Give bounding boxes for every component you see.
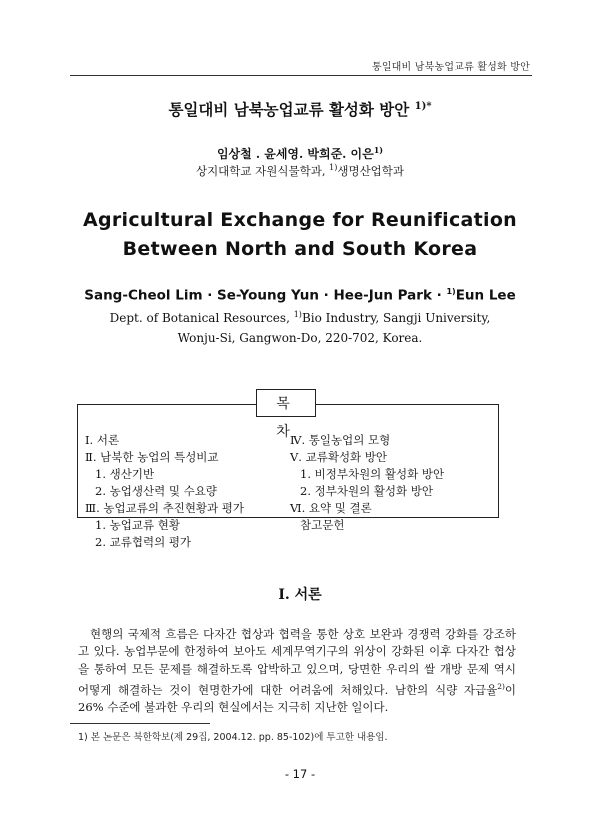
body-footnote-mark: 2) xyxy=(497,681,505,691)
english-authors-b: Eun Lee xyxy=(455,287,516,304)
korean-authors-text: 임상철 . 윤세영. 박희준. 이은 xyxy=(216,147,374,161)
toc-subitem: 2. 농업생산력 및 수요량 xyxy=(95,484,217,498)
toc-title: 목 차 xyxy=(256,389,316,417)
english-authors-a: Sang-Cheol Lim · Se-Young Yun · Hee-Jun Park · xyxy=(84,287,442,304)
english-title xyxy=(0,206,600,264)
toc-subitem: 1. 생산기반 xyxy=(95,467,155,481)
toc-item: Ⅰ. 서론 xyxy=(85,433,120,447)
footnote: 1) 본 논문은 북한학보(제 29집, 2004.12. pp. 85-102)에 투고한 내용임. xyxy=(78,732,388,743)
toc-subitem: 참고문헌 xyxy=(300,518,345,532)
english-affil-line1-a: Dept. of Botanical Resources, xyxy=(109,311,290,325)
toc-left-column xyxy=(85,432,244,551)
toc-subitem: 1. 비정부차원의 활성화 방안 xyxy=(300,467,445,481)
toc-subitem: 2. 교류협력의 평가 xyxy=(95,535,192,549)
english-affiliation xyxy=(0,305,600,348)
english-affil-line1-b: Bio Industry, Sangji University, xyxy=(301,311,491,325)
toc-subitem: 1. 농업교류 현황 xyxy=(95,518,180,532)
body-paragraph xyxy=(78,626,516,716)
korean-title xyxy=(0,98,600,120)
footnote-rule xyxy=(70,723,210,724)
english-title-line1: Agricultural Exchange for Reunification xyxy=(82,209,517,231)
korean-affiliation xyxy=(0,163,600,179)
korean-affil-b: 생명산업학과 xyxy=(337,164,405,178)
page-number: - 17 - xyxy=(284,767,316,781)
korean-title-text: 통일대비 남북농업교류 활성화 방안 xyxy=(168,100,410,119)
korean-authors xyxy=(0,145,600,162)
korean-title-footnote-mark: 1)* xyxy=(414,100,432,112)
header-rule xyxy=(70,75,532,76)
english-authors-mark: 1) xyxy=(446,287,456,296)
korean-affil-mark: 1) xyxy=(329,163,338,173)
english-title-line2: Between North and South Korea xyxy=(122,238,478,260)
english-authors xyxy=(0,287,600,304)
toc-item: Ⅳ. 통일농업의 모형 xyxy=(290,433,391,447)
body-text-b: 이 26% 수준에 불과한 우리의 현실에서는 지극히 지난한 일이다. xyxy=(78,682,516,715)
toc-item: Ⅵ. 요약 및 결론 xyxy=(290,501,372,515)
korean-authors-mark: 1) xyxy=(373,145,384,155)
english-affil-mark: 1) xyxy=(293,310,302,319)
toc-item: Ⅱ. 남북한 농업의 특성비교 xyxy=(85,450,219,464)
running-head: 통일대비 남북농업교류 활성화 방안 xyxy=(371,62,530,73)
english-affil-line1 xyxy=(0,305,600,328)
toc-item: Ⅴ. 교류확성화 방안 xyxy=(290,450,388,464)
korean-affil-a: 상지대학교 자원식물학과, xyxy=(195,164,326,178)
english-affil-line2: Wonju-Si, Gangwon-Do, 220-702, Korea. xyxy=(177,331,423,345)
body-text-a: 현행의 국제적 흐름은 다자간 협상과 협력을 통한 상호 보완과 경쟁력 강화를 강조하고 있다. 농업부문에 한정하여 보아도 세계무역기구의 위상이 강화된 이후 다자간 협상을 통하여 모든 문제를 해결하도록 압박하고 있으며, 당면한 우리의 쌀 개방 문제 역시 어떻게 해결하는 것이 현명한가에 대한 어려움에 처해있다. 남한의 식량 자급율 xyxy=(78,627,516,697)
toc-item: Ⅲ. 농업교류의 추진현황과 평가 xyxy=(85,501,245,515)
toc-subitem: 2. 정부차원의 활성화 방안 xyxy=(300,484,434,498)
toc-right-column xyxy=(290,432,444,534)
section-heading-introduction: Ⅰ. 서론 xyxy=(278,587,322,603)
